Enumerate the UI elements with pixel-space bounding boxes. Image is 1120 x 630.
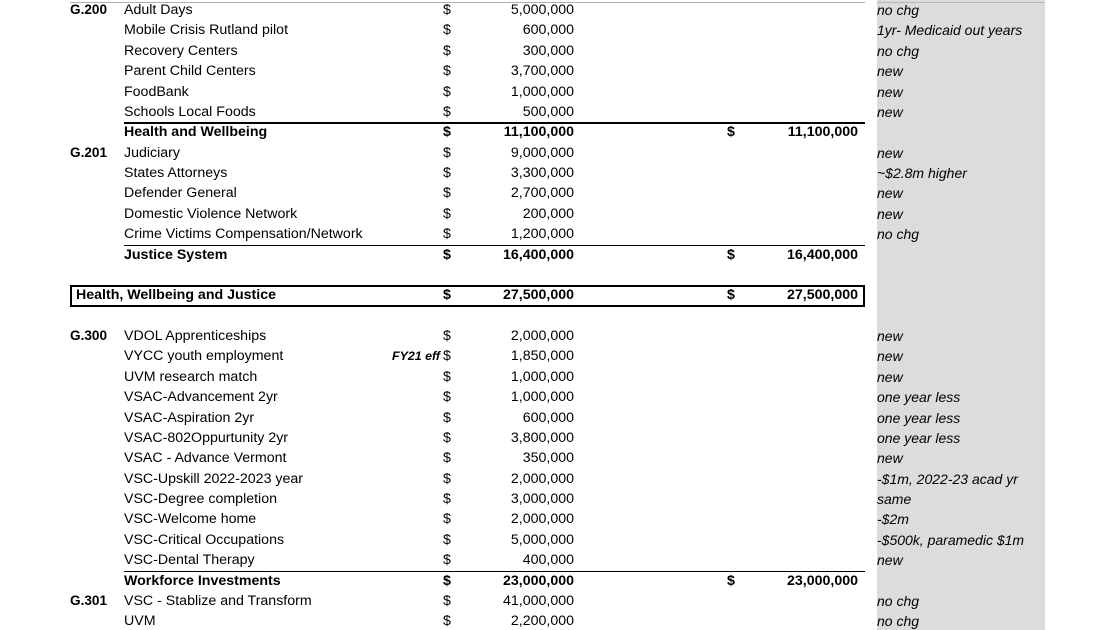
table-row[interactable] <box>0 122 1120 142</box>
table-row[interactable] <box>0 204 1120 224</box>
amount-primary: 600,000 <box>522 409 574 426</box>
currency-symbol-primary: $ <box>443 531 451 548</box>
table-row[interactable] <box>0 163 1120 183</box>
section-code: G.300 <box>70 328 108 343</box>
line-item-label: Justice System <box>124 246 228 263</box>
table-row[interactable] <box>0 346 1120 366</box>
amount-primary: 3,000,000 <box>510 491 574 507</box>
amount-primary: 500,000 <box>522 103 574 120</box>
table-row[interactable] <box>0 367 1120 387</box>
currency-symbol-primary: $ <box>443 572 451 589</box>
amount-primary: 9,000,000 <box>510 144 574 161</box>
line-item-label: VSAC-Aspiration 2yr <box>124 409 255 426</box>
table-row[interactable] <box>0 571 1120 591</box>
amount-primary: 200,000 <box>522 205 574 222</box>
currency-symbol-primary: $ <box>443 429 451 446</box>
amount-primary: 350,000 <box>522 450 574 467</box>
line-item-label: Parent Child Centers <box>124 63 256 80</box>
currency-symbol-primary: $ <box>443 2 451 18</box>
table-row[interactable] <box>0 550 1120 570</box>
line-item-label: Workforce Investments <box>124 572 281 589</box>
line-item-label: VSC - Stablize and Transform <box>124 592 312 609</box>
currency-symbol-primary: $ <box>443 124 451 141</box>
amount-total: 11,100,000 <box>787 124 858 141</box>
line-item-label: VSAC-Advancement 2yr <box>124 389 278 406</box>
line-item-label: Schools Local Foods <box>124 103 256 120</box>
amount-primary: 2,700,000 <box>510 185 574 202</box>
currency-symbol-primary: $ <box>443 613 451 630</box>
change-note: new <box>877 328 903 344</box>
change-note: new <box>877 63 903 80</box>
table-row[interactable] <box>0 285 1120 305</box>
line-item-label: VDOL Apprenticeships <box>124 328 267 344</box>
table-row[interactable] <box>0 509 1120 529</box>
change-note: new <box>877 348 903 365</box>
section-code: G.201 <box>70 144 108 160</box>
change-note: one year less <box>877 429 961 446</box>
currency-symbol-total: $ <box>727 287 735 304</box>
change-note: new <box>877 205 903 222</box>
amount-primary: 2,200,000 <box>510 613 574 630</box>
currency-symbol-primary: $ <box>443 246 451 263</box>
table-row[interactable] <box>0 591 1120 611</box>
change-note: -$2m <box>877 511 909 528</box>
amount-primary: 11,100,000 <box>503 124 574 141</box>
currency-symbol-primary: $ <box>443 63 451 80</box>
currency-symbol-primary: $ <box>443 552 451 569</box>
change-note: no chg <box>877 592 920 609</box>
change-note: same <box>877 491 912 507</box>
amount-primary: 27,500,000 <box>502 287 574 304</box>
currency-symbol-primary: $ <box>443 287 451 304</box>
line-item-label: VSC-Degree completion <box>124 491 277 507</box>
table-row[interactable] <box>0 82 1120 102</box>
currency-symbol-primary: $ <box>443 348 451 365</box>
amount-primary: 3,300,000 <box>510 165 574 181</box>
currency-symbol-primary: $ <box>443 491 451 507</box>
line-item-label: Domestic Violence Network <box>124 205 298 222</box>
spacer-row <box>0 306 1120 326</box>
line-item-label: FoodBank <box>124 83 189 100</box>
currency-symbol-primary: $ <box>443 205 451 222</box>
currency-symbol-primary: $ <box>443 165 451 181</box>
change-note: one year less <box>877 389 961 406</box>
currency-symbol-primary: $ <box>443 226 451 243</box>
line-item-label: Mobile Crisis Rutland pilot <box>124 22 289 39</box>
amount-primary: 3,800,000 <box>510 429 574 446</box>
amount-primary: 41,000,000 <box>502 592 574 609</box>
line-item-label: VSC-Dental Therapy <box>124 552 255 569</box>
change-note: no chg <box>877 613 920 630</box>
currency-symbol-primary: $ <box>443 83 451 100</box>
table-row[interactable] <box>0 611 1120 630</box>
currency-symbol-primary: $ <box>443 409 451 426</box>
change-note: new <box>877 185 903 202</box>
currency-symbol-primary: $ <box>443 22 451 39</box>
line-item-label: VSC-Critical Occupations <box>124 531 285 548</box>
table-row[interactable] <box>0 469 1120 489</box>
amount-primary: 2,000,000 <box>510 470 574 487</box>
line-item-label: Health, Wellbeing and Justice <box>76 287 276 304</box>
table-row[interactable] <box>0 326 1120 346</box>
line-item-label: UVM research match <box>124 368 258 385</box>
currency-symbol-primary: $ <box>443 185 451 202</box>
amount-primary: 1,200,000 <box>510 226 574 243</box>
line-item-label: VSC-Welcome home <box>124 511 257 528</box>
currency-symbol-primary: $ <box>443 592 451 609</box>
table-row[interactable] <box>0 102 1120 122</box>
table-row[interactable] <box>0 0 1120 20</box>
amount-total: 27,500,000 <box>786 287 858 304</box>
table-row[interactable] <box>0 408 1120 428</box>
line-item-label: VSAC-802Oppurtunity 2yr <box>124 429 289 446</box>
amount-primary: 5,000,000 <box>510 2 574 18</box>
currency-symbol-primary: $ <box>443 144 451 161</box>
line-item-label: Recovery Centers <box>124 42 238 59</box>
table-row[interactable] <box>0 143 1120 163</box>
change-note: new <box>877 450 903 467</box>
table-row[interactable] <box>0 224 1120 244</box>
table-row[interactable] <box>0 428 1120 448</box>
line-item-label: Defender General <box>124 185 237 202</box>
table-row[interactable] <box>0 448 1120 468</box>
table-row[interactable] <box>0 41 1120 61</box>
table-row[interactable] <box>0 530 1120 550</box>
amount-primary: 400,000 <box>522 552 574 569</box>
currency-symbol-total: $ <box>727 124 735 141</box>
amount-primary: 1,000,000 <box>510 83 574 100</box>
currency-symbol-primary: $ <box>443 511 451 528</box>
change-note: new <box>877 103 903 120</box>
currency-symbol-primary: $ <box>443 368 451 385</box>
change-note: no chg <box>877 226 920 243</box>
amount-primary: 1,000,000 <box>510 389 574 406</box>
amount-primary: 2,000,000 <box>510 328 574 344</box>
change-note: one year less <box>877 409 961 426</box>
section-code: G.301 <box>70 592 108 608</box>
change-note: ~$2.8m higher <box>877 165 967 181</box>
section-code: G.200 <box>70 2 108 17</box>
line-item-label: VYCC youth employment <box>124 348 284 365</box>
currency-symbol-total: $ <box>727 246 735 263</box>
change-note: -$500k, paramedic $1m <box>877 531 1025 548</box>
amount-primary: 1,000,000 <box>510 368 574 385</box>
table-row[interactable] <box>0 245 1120 265</box>
table-row[interactable] <box>0 489 1120 509</box>
table-row[interactable] <box>0 61 1120 81</box>
amount-primary: 3,700,000 <box>510 63 574 80</box>
line-item-label: VSAC - Advance Vermont <box>124 450 287 467</box>
amount-primary: 300,000 <box>522 42 574 59</box>
line-item-label: Judiciary <box>124 144 180 161</box>
amount-primary: 600,000 <box>522 22 574 39</box>
line-item-label: UVM <box>124 613 156 630</box>
currency-symbol-primary: $ <box>443 470 451 487</box>
effective-note: FY21 eff <box>392 349 440 364</box>
amount-primary: 5,000,000 <box>510 531 574 548</box>
line-item-label: VSC-Upskill 2022-2023 year <box>124 470 304 487</box>
amount-total: 23,000,000 <box>786 572 858 589</box>
amount-primary: 23,000,000 <box>502 572 574 589</box>
change-note: no chg <box>877 2 920 18</box>
currency-symbol-total: $ <box>727 572 735 589</box>
line-item-label: Crime Victims Compensation/Network <box>124 226 363 243</box>
change-note: no chg <box>877 42 920 59</box>
table-row[interactable] <box>0 183 1120 203</box>
amount-primary: 2,000,000 <box>510 511 574 528</box>
amount-total: 16,400,000 <box>786 246 858 263</box>
table-row[interactable] <box>0 387 1120 407</box>
change-note: new <box>877 83 903 100</box>
change-note: -$1m, 2022-23 acad yr <box>877 470 1018 487</box>
line-item-label: States Attorneys <box>124 165 228 181</box>
amount-primary: 1,850,000 <box>510 348 574 365</box>
spacer-row <box>0 265 1120 285</box>
amount-primary: 16,400,000 <box>502 246 574 263</box>
change-note: new <box>877 552 903 569</box>
change-note: 1yr- Medicaid out years <box>877 22 1023 39</box>
currency-symbol-primary: $ <box>443 42 451 59</box>
currency-symbol-primary: $ <box>443 328 451 344</box>
table-row[interactable] <box>0 20 1120 40</box>
currency-symbol-primary: $ <box>443 450 451 467</box>
line-item-label: Adult Days <box>124 2 193 18</box>
change-note: new <box>877 144 903 161</box>
change-note: new <box>877 368 903 385</box>
currency-symbol-primary: $ <box>443 103 451 120</box>
currency-symbol-primary: $ <box>443 389 451 406</box>
line-item-label: Health and Wellbeing <box>124 124 268 141</box>
